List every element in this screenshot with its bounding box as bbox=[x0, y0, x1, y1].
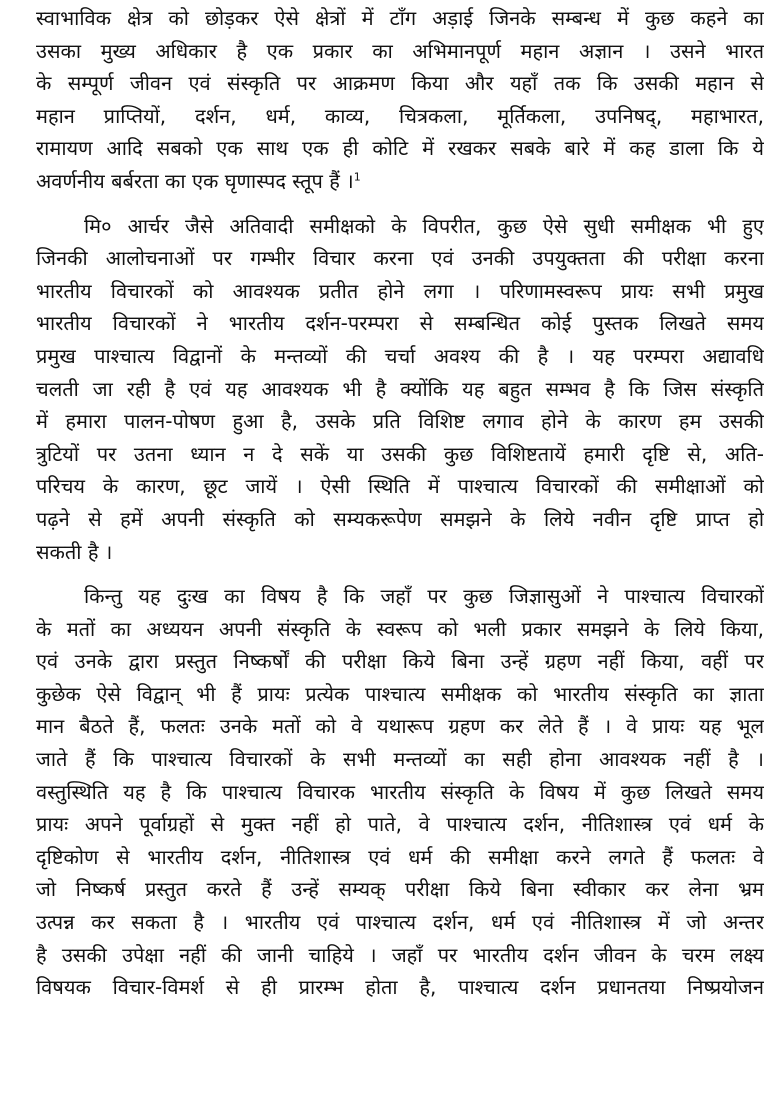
text-line: एवं उनके द्वारा प्रस्तुत निष्कर्षों की परीक्षा किये बिना उन्हें ग्रहण नहीं किया, वहीं पर bbox=[36, 649, 764, 674]
text-line: उसका मुख्य अधिकार है एक प्रकार का अभिमानपूर्ण महान अज्ञान । उसने भारत bbox=[36, 38, 764, 63]
text-line: महान प्राप्तियों, दर्शन, धर्म, काव्य, चित्रकला, मूर्तिकला, उपनिषद्, महाभारत, bbox=[36, 103, 764, 128]
text-line: है उसकी उपेक्षा नहीं की जानी चाहिये । जहाँ पर भारतीय दर्शन जीवन के चरम लक्ष्य bbox=[36, 942, 764, 967]
text-line: जो निष्कर्ष प्रस्तुत करते हैं उन्हें सम्यक् परीक्षा किये बिना स्वीकार कर लेना भ्रम bbox=[36, 877, 764, 902]
text-line: उत्पन्न कर सकता है । भारतीय एवं पाश्चात्य दर्शन, धर्म एवं नीतिशास्त्र में जो अन्तर bbox=[36, 910, 764, 935]
text-line: चलती जा रही है एवं यह आवश्यक भी है क्योंकि यह बहुत सम्भव है कि जिस संस्कृति bbox=[36, 376, 764, 401]
paragraph-2 bbox=[36, 210, 764, 569]
text-line: कुछेक ऐसे विद्वान् भी हैं प्रायः प्रत्येक पाश्चात्य समीक्षक को भारतीय संस्कृति का ज्ञाता bbox=[36, 681, 764, 706]
text-line: दृष्टिकोण से भारतीय दर्शन, नीतिशास्त्र एवं धर्म की समीक्षा करने लगते हैं फलतः वे bbox=[36, 844, 764, 869]
text-line: मि० आर्चर जैसे अतिवादी समीक्षको के विपरीत, कुछ ऐसे सुधी समीक्षक भी हुए bbox=[84, 213, 764, 238]
footnote-marker: 1 bbox=[353, 170, 361, 184]
paragraph-1 bbox=[36, 2, 764, 198]
text-line: रामायण आदि सबको एक साथ एक ही कोटि में रखकर सबके बारे में कह डाला कि ये bbox=[36, 136, 764, 161]
text-line: परिचय के कारण, छूट जायें । ऐसी स्थिति में पाश्चात्य विचारकों की समीक्षाओं को bbox=[36, 474, 764, 499]
text-line: स्वाभाविक क्षेत्र को छोड़कर ऐसे क्षेत्रों में टाँग अड़ाई जिनके सम्बन्ध में कुछ कहने का bbox=[36, 6, 764, 30]
text-line: पढ़ने से हमें अपनी संस्कृति को सम्यकरूपेण समझने के लिये नवीन दृष्टि प्राप्त हो bbox=[36, 506, 764, 531]
text-line: जाते हैं कि पाश्चात्य विचारकों के सभी मन्तव्यों का सही होना आवश्यक नहीं है । bbox=[36, 747, 764, 772]
text-line: भारतीय विचारकों ने भारतीय दर्शन-परम्परा से सम्बन्धित कोई पुस्तक लिखते समय bbox=[36, 311, 764, 336]
text-line: प्रमुख पाश्चात्य विद्वानों के मन्तव्यों की चर्चा अवश्य की है । यह परम्परा अद्यावधि bbox=[36, 343, 764, 368]
paragraph-3 bbox=[36, 580, 764, 1004]
text-line-with-footnote bbox=[36, 165, 764, 198]
text-line: में हमारा पालन-पोषण हुआ है, उसके प्रति विशिष्ट लगाव होने के कारण हम उसकी bbox=[36, 409, 764, 434]
text-line: सकती है । bbox=[36, 539, 113, 564]
text-line: वस्तुस्थिति यह है कि पाश्चात्य विचारक भारतीय संस्कृति के विषय में कुछ लिखते समय bbox=[36, 779, 764, 804]
text-line: के सम्पूर्ण जीवन एवं संस्कृति पर आक्रमण किया और यहाँ तक कि उसकी महान से bbox=[36, 71, 764, 96]
text-line: मान बैठते हैं, फलतः उनके मतों को वे यथारूप ग्रहण कर लेते हैं । वे प्रायः यह भूल bbox=[36, 714, 764, 739]
text-line: अवर्णनीय बर्बरता का एक घृणास्पद स्तूप हैं । bbox=[36, 168, 354, 193]
text-line: जिनकी आलोचनाओं पर गम्भीर विचार करना एवं उनकी उपयुक्तता की परीक्षा करना bbox=[36, 246, 764, 271]
text-line: प्रायः अपने पूर्वाग्रहों से मुक्त नहीं हो पाते, वे पाश्चात्य दर्शन, नीतिशास्त्र एवं धर्म के bbox=[36, 812, 764, 837]
text-line: त्रुटियों पर उतना ध्यान न दे सकें या उसकी कुछ विशिष्टतायें हमारी दृष्टि से, अति- bbox=[36, 441, 764, 466]
text-line: भारतीय विचारकों को आवश्यक प्रतीत होने लगा । परिणामस्वरूप प्रायः सभी प्रमुख bbox=[36, 278, 764, 303]
text-line: किन्तु यह दुःख का विषय है कि जहाँ पर कुछ जिज्ञासुओं ने पाश्चात्य विचारकों bbox=[84, 584, 764, 609]
text-line: के मतों का अध्ययन अपनी संस्कृति के स्वरूप को भली प्रकार समझने के लिये किया, bbox=[36, 616, 764, 641]
text-line: विषयक विचार-विमर्श से ही प्रारम्भ होता है, पाश्चात्य दर्शन प्रधानतया निष्प्रयोजन bbox=[36, 975, 764, 1000]
